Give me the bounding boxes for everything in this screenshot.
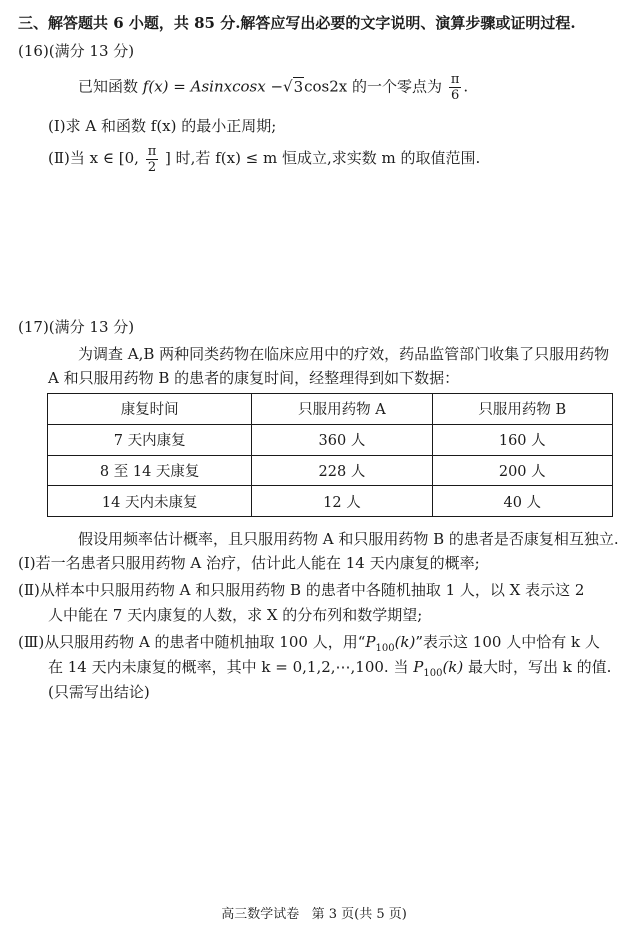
p-subscript: 100	[423, 668, 443, 679]
q16-part2-b: ] 时,若 f(x) ≤ m 恒成立,求实数 m 的取值范围.	[165, 149, 481, 167]
q17-part3-line1	[18, 631, 600, 654]
q16-part2	[48, 143, 480, 174]
q16-expression: = Asinxcosx −	[173, 77, 284, 96]
q16-part2-fraction	[146, 145, 159, 174]
table-cell: 228 人	[252, 455, 432, 486]
table-header-row	[48, 394, 613, 425]
q17-part2-line1: (Ⅱ)从样本中只服用药物 A 和只服用药物 B 的患者中各随机抽取 1 人，以 X 表示这 2	[18, 581, 585, 599]
q17-part3-a: (Ⅲ)从只服用药物 A 的患者中随机抽取 100 人，用“	[18, 633, 366, 651]
q17-part3-d: 最大时，写出 k 的值.	[468, 658, 612, 676]
p-symbol: P	[365, 633, 376, 651]
q16-zero-fraction	[449, 73, 462, 102]
p-arg: (k)	[442, 658, 464, 676]
p-subscript: 100	[375, 643, 395, 654]
table-cell: 8 至 14 天康复	[48, 455, 252, 486]
recovery-data-table	[47, 393, 613, 517]
q16-part2-a: (Ⅱ)当 x ∈ [0,	[48, 149, 139, 167]
q16-zero-den: 6	[450, 88, 460, 103]
q17-part3-line2	[48, 656, 611, 679]
p-symbol: P	[413, 658, 424, 676]
q16-function-name: f(x)	[142, 77, 169, 96]
page-footer: 高三数学试卷 第 3 页(共 5 页)	[221, 907, 407, 922]
q16-stem-tail: cos2x 的一个零点为	[304, 77, 443, 96]
table-header: 只服用药物 A	[252, 394, 432, 425]
table-row	[48, 455, 613, 486]
q17-intro-line1: 为调查 A,B 两种同类药物在临床应用中的疗效，药品监管部门收集了只服用药物	[78, 345, 610, 363]
table-header: 康复时间	[48, 394, 252, 425]
q16-stem	[78, 73, 468, 102]
table-cell: 160 人	[432, 424, 613, 455]
q17-intro-line2: A 和只服用药物 B 的患者的康复时间，经整理得到如下数据：	[48, 369, 460, 387]
table-cell: 12 人	[252, 486, 432, 517]
q17-part3-b: ”表示这 100 人中恰有 k 人	[415, 633, 600, 651]
q16-zero-num: π	[450, 72, 460, 87]
q16-sqrt-arg: 3	[293, 77, 304, 96]
table-cell: 200 人	[432, 455, 613, 486]
q16-stem-prefix: 已知函数	[78, 77, 139, 96]
q17-part1: (Ⅰ)若一名患者只服用药物 A 治疗，估计此人能在 14 天内康复的概率;	[18, 554, 480, 572]
q17-assumption: 假设用频率估计概率，且只服用药物 A 和只服用药物 B 的患者是否康复相互独立.	[78, 530, 619, 548]
q17-heading: (17)(满分 13 分)	[18, 318, 135, 336]
q17-part2-line2: 人中能在 7 天内康复的人数，求 X 的分布列和数学期望;	[48, 606, 423, 624]
q16-part1: (Ⅰ)求 A 和函数 f(x) 的最小正周期;	[48, 117, 277, 135]
table-header: 只服用药物 B	[432, 394, 613, 425]
table-cell: 7 天内康复	[48, 424, 252, 455]
table-cell: 14 天内未康复	[48, 486, 252, 517]
sqrt-symbol: √	[283, 77, 293, 96]
q16-heading: (16)(满分 13 分)	[18, 42, 135, 60]
p-arg: (k)	[394, 633, 416, 651]
table-cell: 360 人	[252, 424, 432, 455]
table-row	[48, 486, 613, 517]
q16-part2-num: π	[147, 143, 157, 159]
section-header: 三、解答题共 6 小题，共 85 分.解答应写出必要的文字说明、演算步骤或证明过程.	[18, 14, 576, 32]
table-cell: 40 人	[432, 486, 613, 517]
q17-part3-c: 在 14 天内未康复的概率，其中 k = 0,1,2,⋯,100. 当	[48, 658, 409, 676]
table-row	[48, 424, 613, 455]
q16-part2-den: 2	[147, 159, 157, 175]
q16-period: .	[463, 77, 469, 96]
q17-part3-line3: (只需写出结论)	[48, 683, 150, 701]
